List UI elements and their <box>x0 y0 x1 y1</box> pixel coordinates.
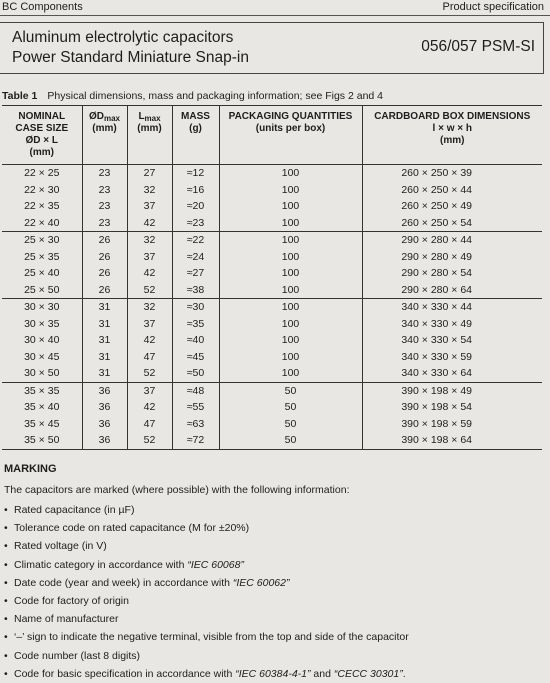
marking-item-text: Climatic category in accordance with <box>14 558 188 571</box>
cell-dmax: 23 <box>82 215 127 232</box>
marking-item <box>4 519 409 537</box>
cell-case-size: 35 × 40 <box>24 401 60 414</box>
cell-dmax: 31 <box>82 316 127 333</box>
cell-cardboard: 340 × 330 × 44 <box>362 299 542 316</box>
cell-lmax: 37 <box>127 382 172 399</box>
cell-mass: ≈50 <box>172 365 219 382</box>
cell-lmax: 52 <box>127 365 172 382</box>
cell-dmax: 31 <box>82 349 127 366</box>
marking-intro: The capacitors are marked (where possible) with the following information: <box>4 484 350 496</box>
standard-reference: “CECC 30301” <box>333 667 403 680</box>
cell-mass: ≈45 <box>172 349 219 366</box>
marking-item <box>4 537 409 555</box>
marking-item <box>4 610 409 628</box>
marking-item-text: ‘–’ sign to indicate the negative terminal, visible from the top and side of the capacitor <box>14 631 409 644</box>
marking-item <box>4 501 409 519</box>
cell-cardboard: 340 × 330 × 64 <box>362 365 542 382</box>
cell-case-size: 30 × 45 <box>24 350 60 363</box>
bullet-icon: • <box>4 631 8 644</box>
cell-mass: ≈22 <box>172 232 219 249</box>
bullet-icon: • <box>4 613 8 626</box>
cell-mass: ≈40 <box>172 332 219 349</box>
bullet-icon: • <box>4 594 8 607</box>
cell-cardboard: 290 × 280 × 49 <box>362 249 542 266</box>
cell-mass: ≈63 <box>172 416 219 433</box>
table-caption-text: Physical dimensions, mass and packaging information; see Figs 2 and 4 <box>47 90 384 102</box>
table-row <box>2 198 542 215</box>
cell-dmax: 36 <box>82 432 127 449</box>
cell-dmax: 36 <box>82 416 127 433</box>
cell-packaging: 100 <box>219 299 362 316</box>
cell-mass: ≈20 <box>172 198 219 215</box>
title-box <box>0 22 544 74</box>
cell-mass: ≈55 <box>172 399 219 416</box>
marking-item-text: Rated capacitance (in µF) <box>14 504 135 516</box>
marking-item-text: Date code (year and week) in accordance with <box>14 576 233 589</box>
table-row <box>2 215 542 232</box>
marking-item <box>4 574 409 592</box>
cell-packaging: 50 <box>219 432 362 449</box>
table-row <box>2 399 542 416</box>
cell-cardboard: 340 × 330 × 54 <box>362 332 542 349</box>
cell-cardboard: 260 × 250 × 49 <box>362 198 542 215</box>
cell-lmax: 32 <box>127 299 172 316</box>
cell-lmax: 42 <box>127 399 172 416</box>
table-row <box>2 382 542 399</box>
cell-cardboard: 390 × 198 × 64 <box>362 432 542 449</box>
cell-dmax: 26 <box>82 232 127 249</box>
table-caption <box>2 90 383 102</box>
marking-item-text: Code for factory of origin <box>14 594 129 607</box>
col-header-nominal: NOMINAL CASE SIZE ØD × L (mm) <box>2 106 82 165</box>
cell-dmax: 23 <box>82 198 127 215</box>
table-row <box>2 349 542 366</box>
cell-lmax: 32 <box>127 182 172 199</box>
cell-cardboard: 340 × 330 × 49 <box>362 316 542 333</box>
cell-cardboard: 260 × 250 × 39 <box>362 165 542 182</box>
cell-lmax: 52 <box>127 432 172 449</box>
standard-reference: “IEC 60062” <box>232 576 290 589</box>
bullet-icon: • <box>4 649 8 662</box>
cell-cardboard: 260 × 250 × 44 <box>362 182 542 199</box>
cell-dmax: 23 <box>82 165 127 182</box>
cell-case-size: 30 × 40 <box>24 334 60 347</box>
cell-dmax: 31 <box>82 332 127 349</box>
cell-dmax: 26 <box>82 265 127 282</box>
cell-mass: ≈12 <box>172 165 219 182</box>
cell-case-size: 35 × 50 <box>2 432 82 449</box>
product-title-line2: Power Standard Miniature Snap-in <box>12 49 249 66</box>
cell-lmax: 52 <box>127 282 172 299</box>
cell-case-size: 25 × 40 <box>24 267 60 280</box>
cell-dmax: 31 <box>82 299 127 316</box>
table-caption-label: Table 1 <box>2 90 38 102</box>
cell-mass: ≈27 <box>172 265 219 282</box>
cell-dmax: 26 <box>82 282 127 299</box>
cell-case-size: 22 × 30 <box>24 183 60 196</box>
cell-lmax: 47 <box>127 349 172 366</box>
table-row <box>2 365 542 382</box>
bullet-icon: • <box>4 504 8 516</box>
cell-packaging: 100 <box>219 265 362 282</box>
cell-mass: ≈35 <box>172 316 219 333</box>
cell-packaging: 100 <box>219 332 362 349</box>
marking-item <box>4 665 409 683</box>
marking-item-text: Code number (last 8 digits) <box>14 649 141 662</box>
cell-case-size: 25 × 50 <box>24 283 60 296</box>
cell-cardboard: 340 × 330 × 59 <box>362 349 542 366</box>
cell-packaging: 100 <box>219 349 362 366</box>
bullet-icon: • <box>4 522 8 535</box>
product-title-line1: Aluminum electrolytic capacitors <box>12 29 234 46</box>
col-header-lmax: $L_{max}$ (mm) <box>127 106 172 165</box>
cell-dmax: 36 <box>82 382 127 399</box>
marking-item-text: Rated voltage (in V) <box>14 540 107 553</box>
cell-case-size: 35 × 35 <box>2 382 82 399</box>
cell-case-size: 22 × 35 <box>24 200 60 213</box>
col-header-mass: MASS (g) <box>172 106 219 165</box>
cell-case-size: 25 × 35 <box>24 250 60 263</box>
cell-case-size: 22 × 40 <box>24 216 60 229</box>
cell-mass: ≈16 <box>172 182 219 199</box>
cell-mass: ≈48 <box>172 382 219 399</box>
cell-lmax: 37 <box>127 316 172 333</box>
cell-case-size: 30 × 35 <box>24 317 60 330</box>
marking-list <box>4 501 409 683</box>
cell-dmax: 23 <box>82 182 127 199</box>
marking-item <box>4 556 409 574</box>
table-row <box>2 249 542 266</box>
marking-heading: MARKING <box>4 463 57 475</box>
cell-case-size: 30 × 30 <box>2 299 82 316</box>
cell-packaging: 50 <box>219 399 362 416</box>
marking-item <box>4 592 409 610</box>
cell-dmax: 36 <box>82 399 127 416</box>
cell-packaging: 100 <box>219 165 362 182</box>
marking-item-text: . <box>402 667 406 680</box>
table-row <box>2 182 542 199</box>
cell-packaging: 100 <box>219 215 362 232</box>
cell-cardboard: 290 × 280 × 64 <box>362 282 542 299</box>
cell-lmax: 27 <box>127 165 172 182</box>
header-company: BC Components <box>2 1 83 13</box>
table-body <box>2 165 542 450</box>
cell-case-size: 22 × 25 <box>2 165 82 182</box>
table-row <box>2 332 542 349</box>
cell-packaging: 100 <box>219 232 362 249</box>
cell-packaging: 100 <box>219 316 362 333</box>
cell-dmax: 31 <box>82 365 127 382</box>
marking-item-text: Tolerance code on rated capacitance (M for ±20%) <box>14 522 250 535</box>
cell-lmax: 37 <box>127 198 172 215</box>
col-header-dmax: $ØD_{max}$ (mm) <box>82 106 127 165</box>
table-row <box>2 165 542 182</box>
cell-case-size: 35 × 45 <box>24 417 60 430</box>
cell-cardboard: 260 × 250 × 54 <box>362 215 542 232</box>
cell-cardboard: 390 × 198 × 59 <box>362 416 542 433</box>
table-header-row <box>2 106 542 165</box>
marking-item-text: Name of manufacturer <box>14 613 119 626</box>
cell-cardboard: 390 × 198 × 49 <box>362 382 542 399</box>
dimensions-table <box>2 105 542 450</box>
cell-mass: ≈38 <box>172 282 219 299</box>
bullet-icon: • <box>4 540 8 553</box>
cell-mass: ≈72 <box>172 432 219 449</box>
cell-packaging: 100 <box>219 365 362 382</box>
marking-item <box>4 647 409 665</box>
table-row <box>2 282 542 299</box>
marking-item-text: Code for basic specification in accordance with <box>14 667 236 680</box>
cell-cardboard: 290 × 280 × 44 <box>362 232 542 249</box>
marking-item <box>4 628 409 646</box>
col-header-cardboard: CARDBOARD BOX DIMENSIONS l × w × h (mm) <box>362 106 542 165</box>
header-rule <box>0 15 550 16</box>
cell-lmax: 42 <box>127 265 172 282</box>
bullet-icon: • <box>4 667 8 680</box>
cell-case-size: 25 × 30 <box>2 232 82 249</box>
cell-packaging: 50 <box>219 382 362 399</box>
bullet-icon: • <box>4 558 8 571</box>
cell-packaging: 100 <box>219 182 362 199</box>
cell-dmax: 26 <box>82 249 127 266</box>
table-row <box>2 265 542 282</box>
table-row <box>2 232 542 249</box>
table-row <box>2 299 542 316</box>
cell-packaging: 100 <box>219 249 362 266</box>
standard-reference: “IEC 60384-4-1” <box>235 667 311 680</box>
cell-lmax: 42 <box>127 215 172 232</box>
cell-lmax: 32 <box>127 232 172 249</box>
marking-item-text: and <box>310 667 334 680</box>
table-row <box>2 432 542 449</box>
cell-mass: ≈30 <box>172 299 219 316</box>
cell-cardboard: 290 × 280 × 54 <box>362 265 542 282</box>
col-header-packaging: PACKAGING QUANTITIES (units per box) <box>219 106 362 165</box>
bullet-icon: • <box>4 576 8 589</box>
cell-case-size: 30 × 50 <box>24 367 60 380</box>
standard-reference: “IEC 60068” <box>187 558 244 571</box>
table-row <box>2 316 542 333</box>
cell-lmax: 37 <box>127 249 172 266</box>
cell-packaging: 50 <box>219 416 362 433</box>
cell-mass: ≈24 <box>172 249 219 266</box>
cell-mass: ≈23 <box>172 215 219 232</box>
cell-cardboard: 390 × 198 × 54 <box>362 399 542 416</box>
header-doc-type: Product specification <box>442 1 544 13</box>
series-code: 056/057 PSM-SI <box>421 38 535 55</box>
cell-lmax: 47 <box>127 416 172 433</box>
table-row <box>2 416 542 433</box>
cell-lmax: 42 <box>127 332 172 349</box>
cell-packaging: 100 <box>219 198 362 215</box>
cell-packaging: 100 <box>219 282 362 299</box>
